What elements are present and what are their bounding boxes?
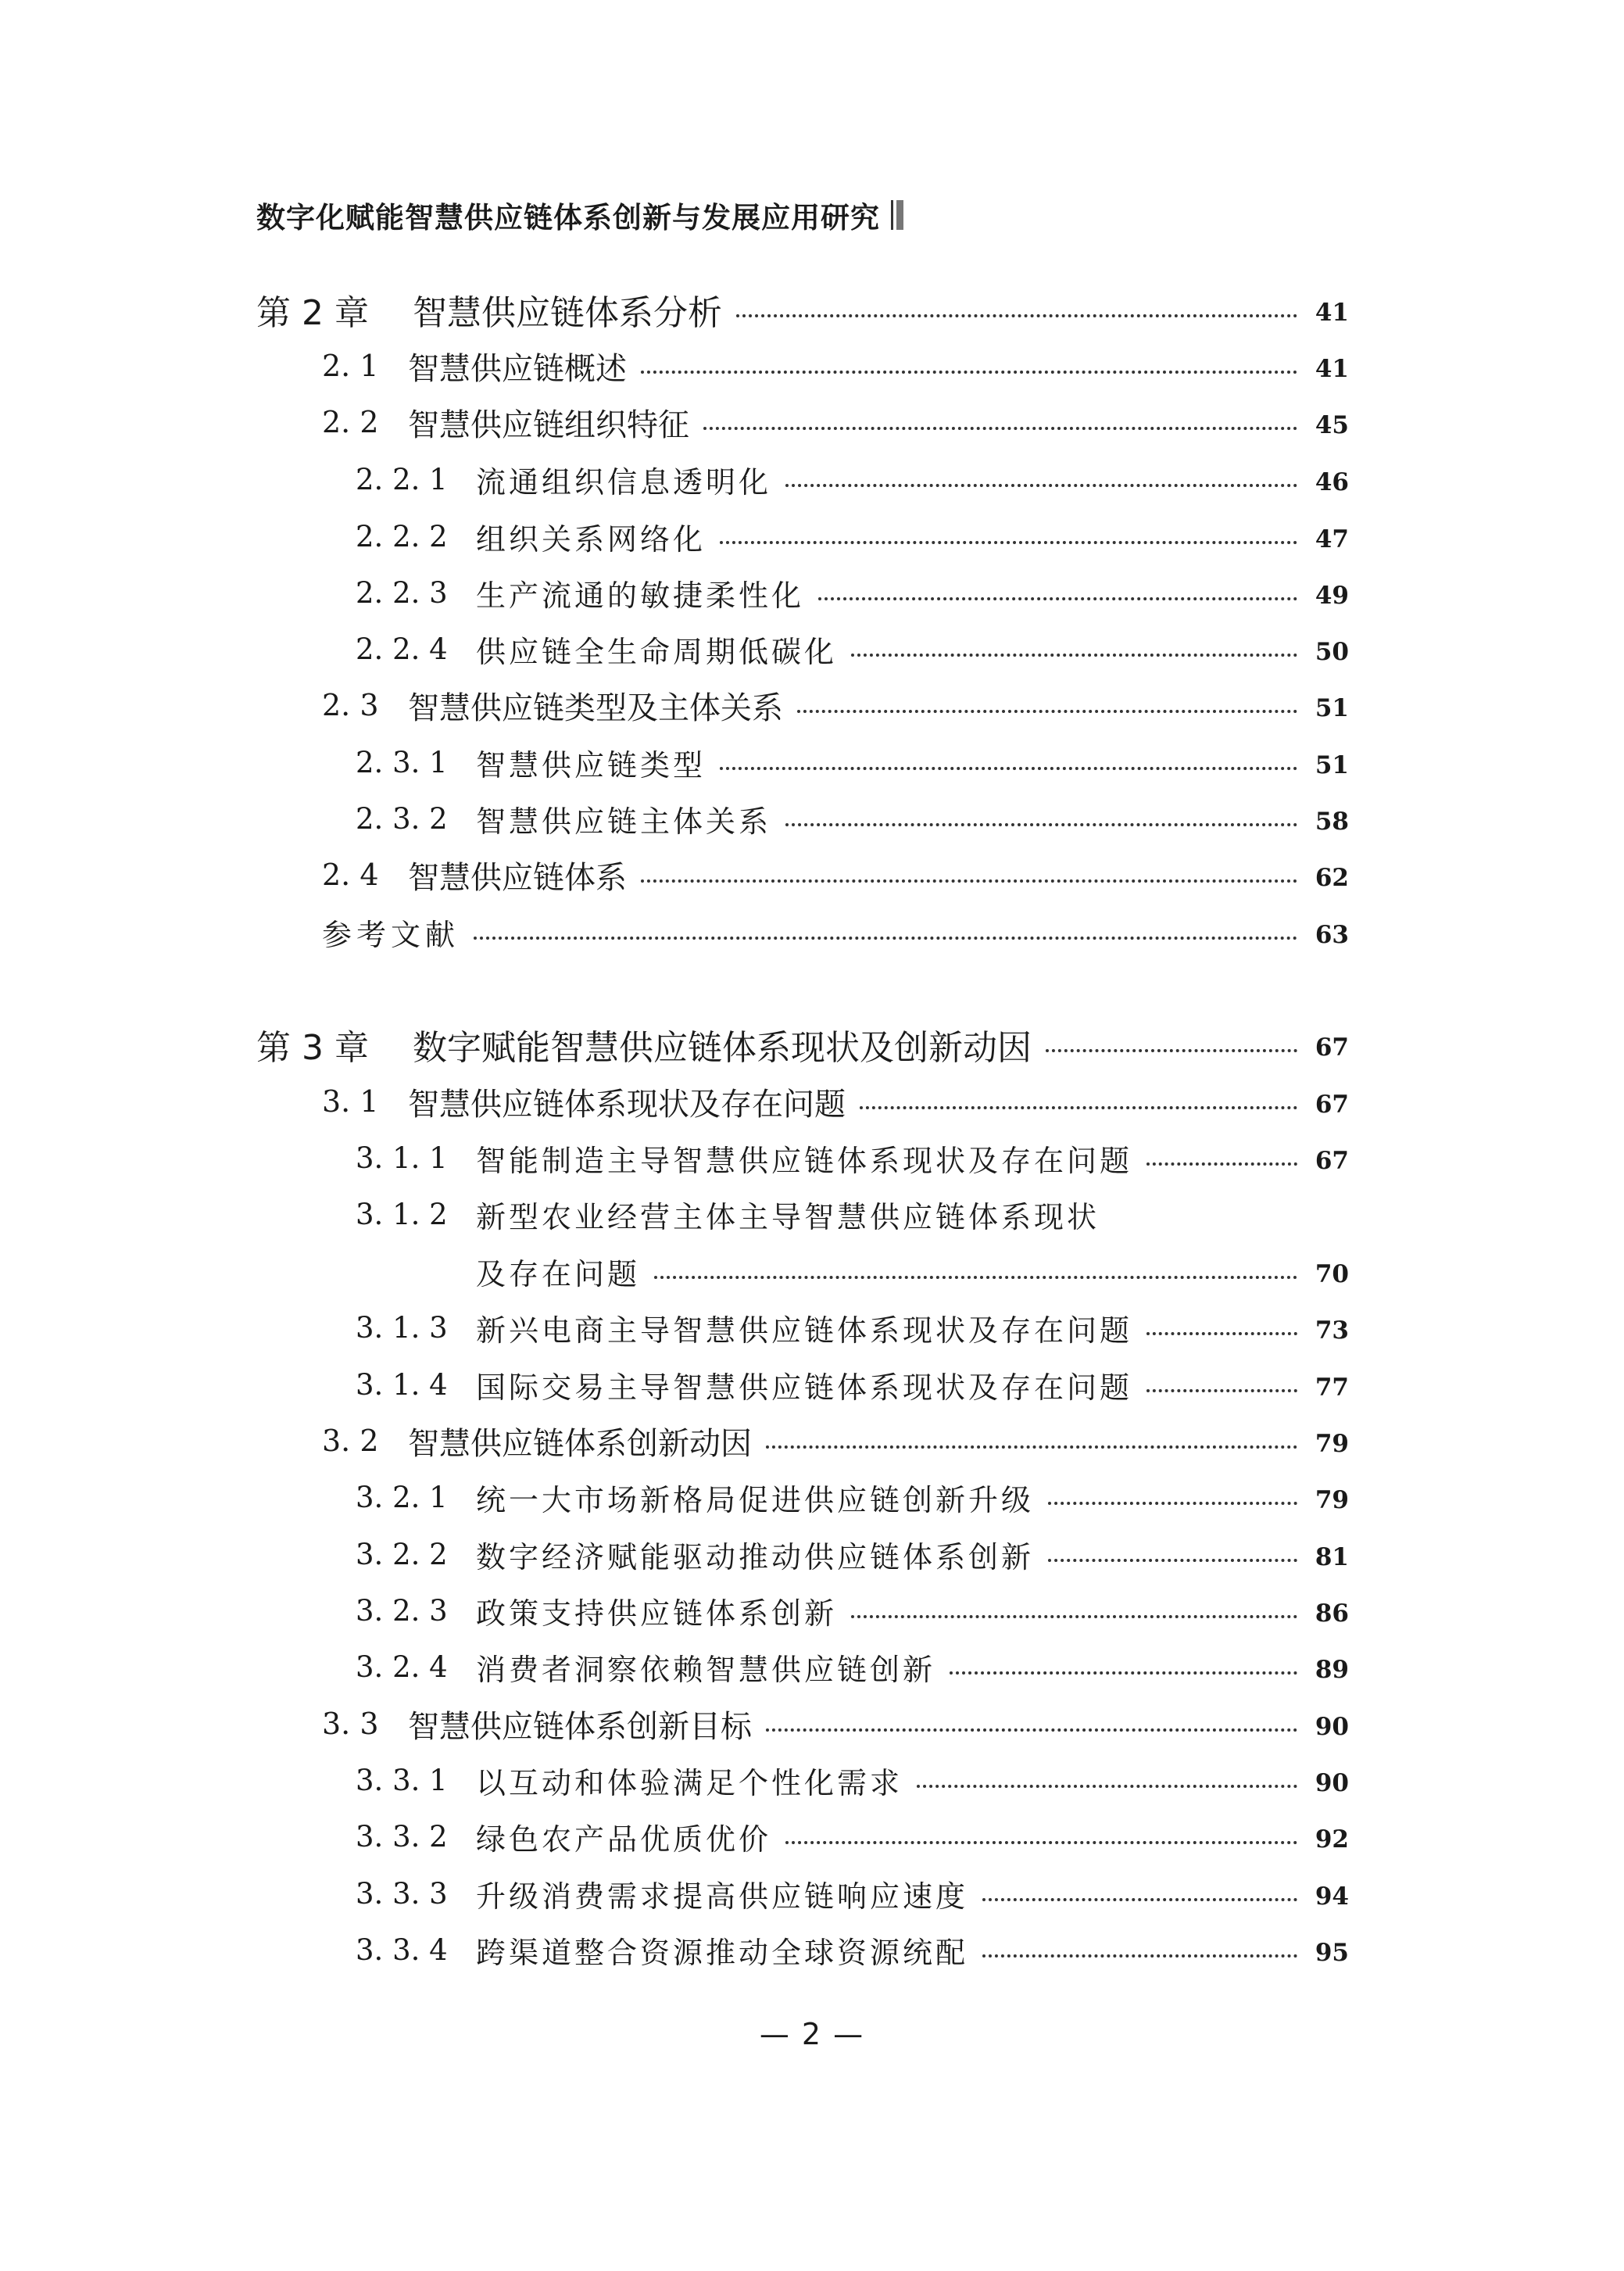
leader-dots xyxy=(1146,1361,1297,1408)
toc-entry-subsection[interactable] xyxy=(356,795,1349,842)
toc-entry-subsection[interactable] xyxy=(356,1304,1349,1351)
toc-entry-number: 3. 3. 1 xyxy=(356,1763,448,1797)
leader-dots xyxy=(720,739,1297,786)
toc-entry-title: 参考文献 xyxy=(322,917,460,952)
toc-entry-number: 3. 2. 3 xyxy=(356,1593,448,1628)
toc-entry-number: 第 3 章 xyxy=(256,1028,369,1068)
toc-entry-number: 2. 3. 1 xyxy=(356,745,448,779)
toc-entry-title: 智能制造主导智慧供应链体系现状及存在问题 xyxy=(476,1143,1133,1178)
leader-dots xyxy=(818,569,1297,616)
toc-entry-page: 95 xyxy=(1315,1939,1349,1967)
toc-entry-page: 51 xyxy=(1315,751,1349,779)
toc-entry-title: 智慧供应链体系分析 xyxy=(413,293,722,333)
leader-dots xyxy=(982,1926,1297,1973)
toc-entry-subsection[interactable] xyxy=(356,1134,1349,1181)
leader-dots xyxy=(950,1643,1297,1690)
toc-entry-subsection[interactable] xyxy=(356,1361,1349,1408)
toc-entry-section[interactable] xyxy=(322,1078,1349,1125)
leader-dots xyxy=(766,1700,1297,1747)
toc-entry-page: 49 xyxy=(1315,582,1349,610)
toc-entry-chapter[interactable] xyxy=(256,1021,1349,1068)
toc-entry-page: 86 xyxy=(1315,1599,1349,1628)
toc-entry-subsection[interactable] xyxy=(356,456,1349,503)
toc-entry-title: 升级消费需求提高供应链响应速度 xyxy=(476,1879,969,1914)
leader-dots xyxy=(703,399,1297,446)
toc-entry-number: 3. 3. 2 xyxy=(356,1819,448,1854)
toc-entry-subsection[interactable] xyxy=(356,1643,1349,1690)
toc-entry-number: 3. 1 xyxy=(322,1084,379,1119)
page-number: — 2 — xyxy=(759,2017,865,2051)
toc-entry-page: 81 xyxy=(1315,1543,1349,1571)
leader-dots xyxy=(1146,1304,1297,1351)
toc-entry-number: 2. 1 xyxy=(322,349,379,383)
toc-entry-number: 3. 3. 4 xyxy=(356,1932,448,1967)
toc-entry-number: 3. 2. 1 xyxy=(356,1480,448,1514)
toc-entry-page: 51 xyxy=(1315,694,1349,722)
toc-entry-section[interactable] xyxy=(322,851,1349,898)
toc-entry-subsection[interactable] xyxy=(356,625,1349,672)
toc-entry-title: 数字经济赋能驱动推动供应链体系创新 xyxy=(476,1539,1035,1574)
toc-entry-subsection[interactable] xyxy=(356,569,1349,616)
leader-dots xyxy=(641,851,1297,898)
toc-entry-page: 89 xyxy=(1315,1656,1349,1684)
toc-entry-page: 77 xyxy=(1315,1374,1349,1402)
toc-entry-section[interactable] xyxy=(322,682,1349,729)
leader-dots xyxy=(474,908,1297,955)
toc-entry-title: 数字赋能智慧供应链体系现状及创新动因 xyxy=(413,1028,1032,1068)
toc-entry-page: 67 xyxy=(1315,1147,1349,1175)
running-header xyxy=(256,194,905,236)
toc-entry-number: 2. 2. 2 xyxy=(356,519,448,553)
leader-dots xyxy=(1048,1474,1297,1521)
toc-entry-number: 2. 3 xyxy=(322,688,379,722)
leader-dots xyxy=(641,342,1297,389)
toc-entry-title: 新型农业经营主体主导智慧供应链体系现状 xyxy=(476,1199,1100,1234)
toc-entry-number: 2. 3. 2 xyxy=(356,801,448,836)
toc-entry-number: 2. 2. 4 xyxy=(356,632,448,666)
leader-dots xyxy=(1048,1531,1297,1578)
toc-entry-title: 新兴电商主导智慧供应链体系现状及存在问题 xyxy=(476,1313,1133,1348)
toc-entry-number: 3. 3 xyxy=(322,1707,379,1741)
toc-entry-title: 以互动和体验满足个性化需求 xyxy=(476,1765,903,1800)
toc-entry-subsection[interactable] xyxy=(356,1191,1349,1238)
toc-entry-title: 智慧供应链主体关系 xyxy=(476,804,772,839)
toc-entry-subsection[interactable] xyxy=(356,1587,1349,1634)
toc-entry-title: 智慧供应链类型及主体关系 xyxy=(408,690,783,726)
toc-entry-title: 国际交易主导智慧供应链体系现状及存在问题 xyxy=(476,1370,1133,1405)
leader-dots xyxy=(720,513,1297,560)
toc-entry-title: 组织关系网络化 xyxy=(476,521,706,557)
toc-entry-number: 3. 2 xyxy=(322,1424,379,1458)
toc-entry-page: 90 xyxy=(1315,1769,1349,1797)
toc-entry-subsection[interactable] xyxy=(356,513,1349,560)
toc-entry-title: 跨渠道整合资源推动全球资源统配 xyxy=(476,1935,969,1970)
toc-entry-page: 46 xyxy=(1315,468,1349,496)
toc-entry-number: 2. 2 xyxy=(322,405,379,439)
leader-dots xyxy=(1046,1021,1297,1068)
toc-entry-subsection[interactable] xyxy=(356,1531,1349,1578)
toc-entry-subsection[interactable] xyxy=(356,1757,1349,1804)
toc-entry-number: 3. 1. 2 xyxy=(356,1197,448,1231)
leader-dots xyxy=(654,1248,1297,1295)
book-title: 数字化赋能智慧供应链体系创新与发展应用研究 xyxy=(256,201,880,235)
leader-dots xyxy=(982,1870,1297,1917)
toc-entry-title: 智慧供应链体系创新目标 xyxy=(408,1708,752,1745)
toc-entry-title: 智慧供应链类型 xyxy=(476,747,706,783)
toc-entry-continuation[interactable] xyxy=(476,1248,1349,1295)
toc-entry-number: 3. 1. 3 xyxy=(356,1310,448,1345)
toc-entry-number: 第 2 章 xyxy=(256,293,369,333)
toc-entry-title: 政策支持供应链体系创新 xyxy=(476,1596,838,1631)
toc-entry-chapter[interactable] xyxy=(256,286,1349,333)
toc-entry-section[interactable] xyxy=(322,1700,1349,1747)
toc-entry-number: 3. 2. 4 xyxy=(356,1650,448,1684)
toc-entry-page: 63 xyxy=(1315,921,1349,949)
toc-entry-title: 智慧供应链概述 xyxy=(408,350,627,387)
toc-entry-title: 生产流通的敏捷柔性化 xyxy=(476,578,805,613)
toc-entry-references[interactable] xyxy=(322,908,1349,955)
toc-entry-number: 2. 2. 1 xyxy=(356,462,448,496)
toc-entry-page: 67 xyxy=(1315,1091,1349,1119)
toc-entry-title: 统一大市场新格局促进供应链创新升级 xyxy=(476,1482,1035,1517)
toc-entry-subsection[interactable] xyxy=(356,1813,1349,1860)
leader-dots xyxy=(736,286,1297,333)
leader-dots xyxy=(785,795,1297,842)
toc-entry-title: 供应链全生命周期低碳化 xyxy=(476,634,838,669)
leader-dots xyxy=(851,625,1297,672)
toc-entry-number: 2. 4 xyxy=(322,858,379,892)
leader-dots xyxy=(1146,1134,1297,1181)
toc-entry-page: 73 xyxy=(1315,1316,1349,1345)
toc-entry-title: 绿色农产品优质优价 xyxy=(476,1821,772,1857)
toc-entry-number: 3. 1. 4 xyxy=(356,1367,448,1402)
toc-entry-subsection[interactable] xyxy=(356,1474,1349,1521)
toc-entry-page: 90 xyxy=(1315,1713,1349,1741)
toc-entry-page: 79 xyxy=(1315,1486,1349,1514)
toc-entry-number: 3. 3. 3 xyxy=(356,1876,448,1911)
toc-entry-page: 41 xyxy=(1315,299,1349,327)
toc-entry-page: 92 xyxy=(1315,1825,1349,1854)
toc-entry-page: 79 xyxy=(1315,1430,1349,1458)
toc-entry-title: 智慧供应链体系现状及存在问题 xyxy=(408,1086,846,1123)
toc-entry-page: 58 xyxy=(1315,808,1349,836)
toc-entry-title: 流通组织信息透明化 xyxy=(476,464,772,500)
toc-entry-title: 消费者洞察依赖智慧供应链创新 xyxy=(476,1652,936,1687)
header-bar-icon xyxy=(891,200,905,230)
toc-entry-page: 47 xyxy=(1315,525,1349,553)
toc-entry-subsection[interactable] xyxy=(356,739,1349,786)
leader-dots xyxy=(851,1587,1297,1634)
leader-dots xyxy=(785,1813,1297,1860)
toc-entry-title: 及存在问题 xyxy=(476,1256,641,1291)
toc-entry-page: 70 xyxy=(1315,1260,1349,1288)
toc-entry-page: 62 xyxy=(1315,864,1349,892)
toc-entry-number: 2. 2. 3 xyxy=(356,575,448,610)
toc-entry-number: 3. 2. 2 xyxy=(356,1537,448,1571)
toc-entry-page: 67 xyxy=(1315,1033,1349,1062)
toc-entry-title: 智慧供应链组织特征 xyxy=(408,407,689,443)
toc-entry-subsection[interactable] xyxy=(356,1870,1349,1917)
toc-entry-page: 41 xyxy=(1315,355,1349,383)
toc-entry-title: 智慧供应链体系创新动因 xyxy=(408,1425,752,1462)
toc-entry-section[interactable] xyxy=(322,1417,1349,1464)
leader-dots xyxy=(785,456,1297,503)
leader-dots xyxy=(860,1078,1297,1125)
toc-entry-page: 94 xyxy=(1315,1882,1349,1911)
toc-entry-section[interactable] xyxy=(322,399,1349,446)
toc-entry-section[interactable] xyxy=(322,342,1349,389)
leader-dots xyxy=(917,1757,1297,1804)
toc-entry-page: 50 xyxy=(1315,638,1349,666)
toc-entry-number: 3. 1. 1 xyxy=(356,1141,448,1175)
leader-dots xyxy=(797,682,1297,729)
toc-entry-title: 智慧供应链体系 xyxy=(408,859,627,896)
toc-entry-subsection[interactable] xyxy=(356,1926,1349,1973)
toc-entry-page: 45 xyxy=(1315,411,1349,439)
leader-dots xyxy=(766,1417,1297,1464)
